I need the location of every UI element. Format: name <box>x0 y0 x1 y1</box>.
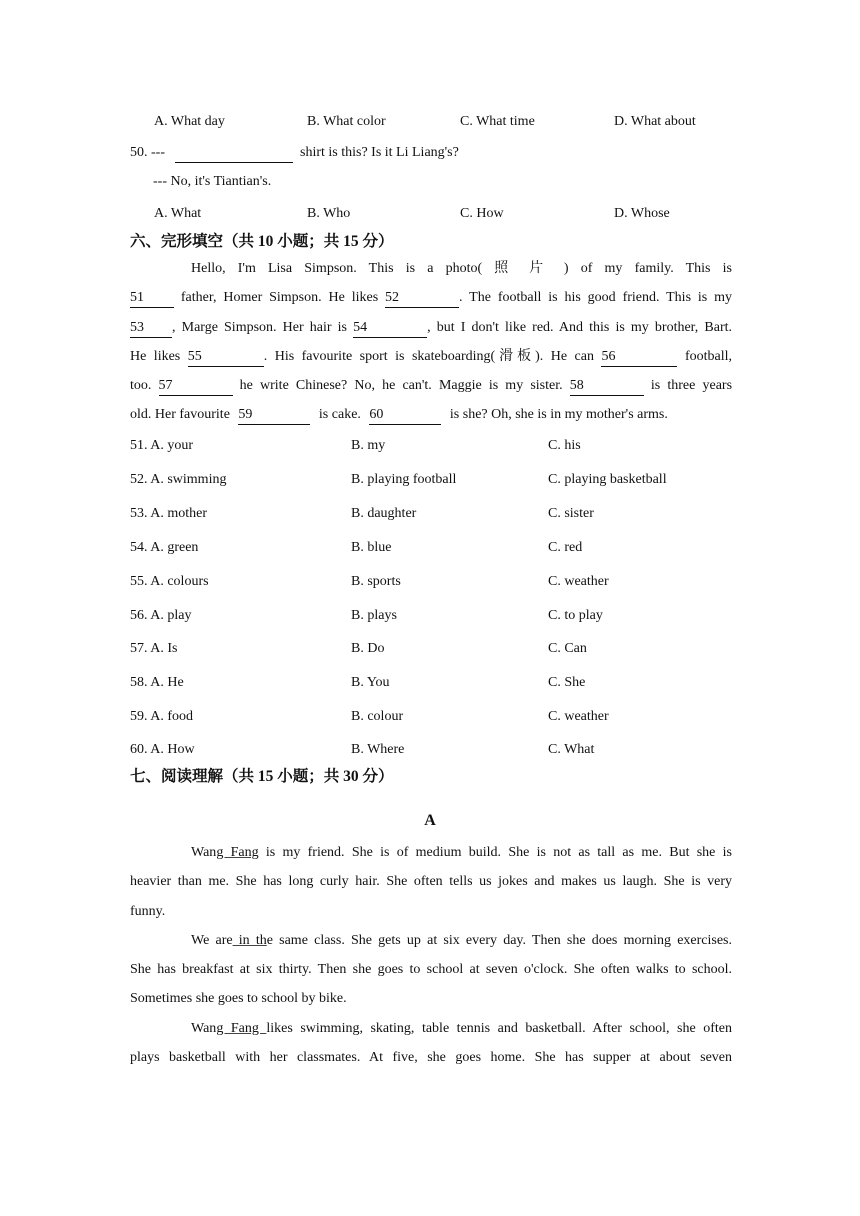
q50-number: 50. --- <box>130 145 165 160</box>
option-a: 58. A. He <box>130 675 184 690</box>
q50-blank <box>175 144 293 163</box>
question-row <box>130 536 732 560</box>
option-c: C. weather <box>548 709 609 724</box>
q50-option-b: B. Who <box>307 206 351 221</box>
option-b: B. blue <box>351 540 392 555</box>
reading-text: We are <box>191 932 233 948</box>
cloze-text: . His favourite sport is skateboarding(滑板). He can <box>263 348 594 364</box>
option-c: C. Can <box>548 641 587 656</box>
cloze-text: football, <box>684 348 732 364</box>
question-row <box>130 434 732 458</box>
option-c: C. red <box>548 540 583 555</box>
blank-53: 53 <box>130 319 172 338</box>
option-b: B. daughter <box>351 506 417 521</box>
cloze-text: . The football is his good friend. This is my <box>459 290 733 306</box>
reading-line: heavier than me. She has long curly hair. She often tells us jokes and makes us laugh. She is very <box>130 874 732 890</box>
reading-line: funny. <box>130 903 166 919</box>
cloze-text: father, Homer Simpson. He likes <box>180 290 379 306</box>
option-c: C. to play <box>548 608 603 623</box>
question-row <box>130 604 732 628</box>
option-a: 56. A. play <box>130 608 192 623</box>
option-b: B. plays <box>351 608 397 623</box>
section7-heading: 七、阅读理解（共 15 小题；共 30 分） <box>130 768 394 785</box>
q50-stem <box>130 141 732 165</box>
cloze-text: is cake. <box>318 407 361 423</box>
reading-line: plays basketball with her classmates. At five, she goes home. She has supper at about seven <box>130 1050 732 1066</box>
cloze-line-1: Hello, I'm Lisa Simpson. This is a photo( 照 片 ) of my family. This is <box>191 261 732 276</box>
option-a: 60. A. How <box>130 742 195 757</box>
q50-option-c: C. How <box>460 206 504 221</box>
option-c: C. sister <box>548 506 594 521</box>
cloze-text: old. Her favourite <box>130 407 230 423</box>
cloze-text: , Marge Simpson. Her hair is <box>172 319 347 335</box>
cloze-line-3 <box>130 313 732 342</box>
option-b: B. Where <box>351 742 405 757</box>
reading-line <box>130 1014 732 1043</box>
cloze-text: is she? Oh, she is in my mother's arms. <box>449 407 668 423</box>
option-c: C. weather <box>548 574 609 589</box>
reading-text: g Fang <box>216 1020 267 1036</box>
reading-line <box>130 838 732 867</box>
blank-52: 52 <box>385 289 459 308</box>
option-a: 55. A. colours <box>130 574 209 589</box>
option-a: 57. A. Is <box>130 641 178 656</box>
cloze-passage <box>130 254 732 430</box>
question-row <box>130 502 732 526</box>
cloze-text: is three years <box>650 378 733 394</box>
reading-text: Wan <box>191 1020 217 1036</box>
q49-option-a: A. What day <box>154 114 225 129</box>
reading-line: Sometimes she goes to school by bike. <box>130 991 347 1007</box>
question-row <box>130 671 732 695</box>
reading-text: in th <box>232 932 267 948</box>
blank-57: 57 <box>159 377 233 396</box>
reading-text: is my friend. She is of medium build. She is not as tall as me. But she is <box>258 845 733 860</box>
option-a: 54. A. green <box>130 540 199 555</box>
reading-text: g Fang <box>216 845 259 860</box>
q50-options <box>130 202 732 226</box>
option-a: 52. A. swimming <box>130 472 227 487</box>
q50-option-a: A. What <box>154 206 202 221</box>
blank-58: 58 <box>570 377 644 396</box>
question-row <box>130 468 732 492</box>
cloze-text: He likes <box>130 348 181 364</box>
reading-text: e same class. She gets up at six every day. Then she does morning exercises. <box>266 932 732 948</box>
option-c: C. playing basketball <box>548 472 667 487</box>
q50-answer-line: --- No, it's Tiantian's. <box>153 174 272 189</box>
cloze-line-6 <box>130 400 732 429</box>
option-a: 51. A. your <box>130 438 193 453</box>
cloze-line-2 <box>130 283 732 312</box>
reading-passage <box>130 838 732 1072</box>
reading-line <box>130 926 732 955</box>
blank-51: 51 <box>130 289 174 308</box>
q50-text: shirt is this? Is it Li Liang's? <box>300 145 459 160</box>
cloze-text: too. <box>130 378 152 394</box>
option-b: B. Do <box>351 641 385 656</box>
section6-heading: 六、完形填空（共 10 小题；共 15 分） <box>130 233 394 250</box>
q49-option-b: B. What color <box>307 114 386 129</box>
option-a: 59. A. food <box>130 709 193 724</box>
cloze-line-4 <box>130 342 732 371</box>
reading-text: Wan <box>191 845 217 860</box>
q49-options <box>130 110 732 134</box>
q49-option-c: C. What time <box>460 114 535 129</box>
passage-title: A <box>424 812 436 829</box>
option-c: C. his <box>548 438 581 453</box>
cloze-text: , but I don't like red. And this is my brother, Bart. <box>427 319 733 335</box>
reading-line: She has breakfast at six thirty. Then she goes to school at seven o'clock. She often walks to school. <box>130 962 732 978</box>
option-b: B. playing football <box>351 472 457 487</box>
blank-60: 60 <box>369 406 441 425</box>
option-c: C. She <box>548 675 586 690</box>
reading-text: likes swimming, skating, table tennis and basketball. After school, she often <box>266 1020 733 1036</box>
question-row <box>130 705 732 729</box>
question-row <box>130 637 732 661</box>
q50-option-d: D. Whose <box>614 206 670 221</box>
option-a: 53. A. mother <box>130 506 207 521</box>
blank-54: 54 <box>353 319 427 338</box>
option-b: B. my <box>351 438 386 453</box>
q49-option-d: D. What about <box>614 114 696 129</box>
question-row <box>130 570 732 594</box>
question-row <box>130 738 732 762</box>
cloze-text: he write Chinese? No, he can't. Maggie is my sister. <box>239 378 563 394</box>
option-b: B. colour <box>351 709 404 724</box>
option-b: B. You <box>351 675 390 690</box>
option-b: B. sports <box>351 574 401 589</box>
cloze-line-5 <box>130 371 732 400</box>
blank-55: 55 <box>188 348 264 367</box>
option-c: C. What <box>548 742 595 757</box>
blank-59: 59 <box>238 406 310 425</box>
blank-56: 56 <box>601 348 677 367</box>
